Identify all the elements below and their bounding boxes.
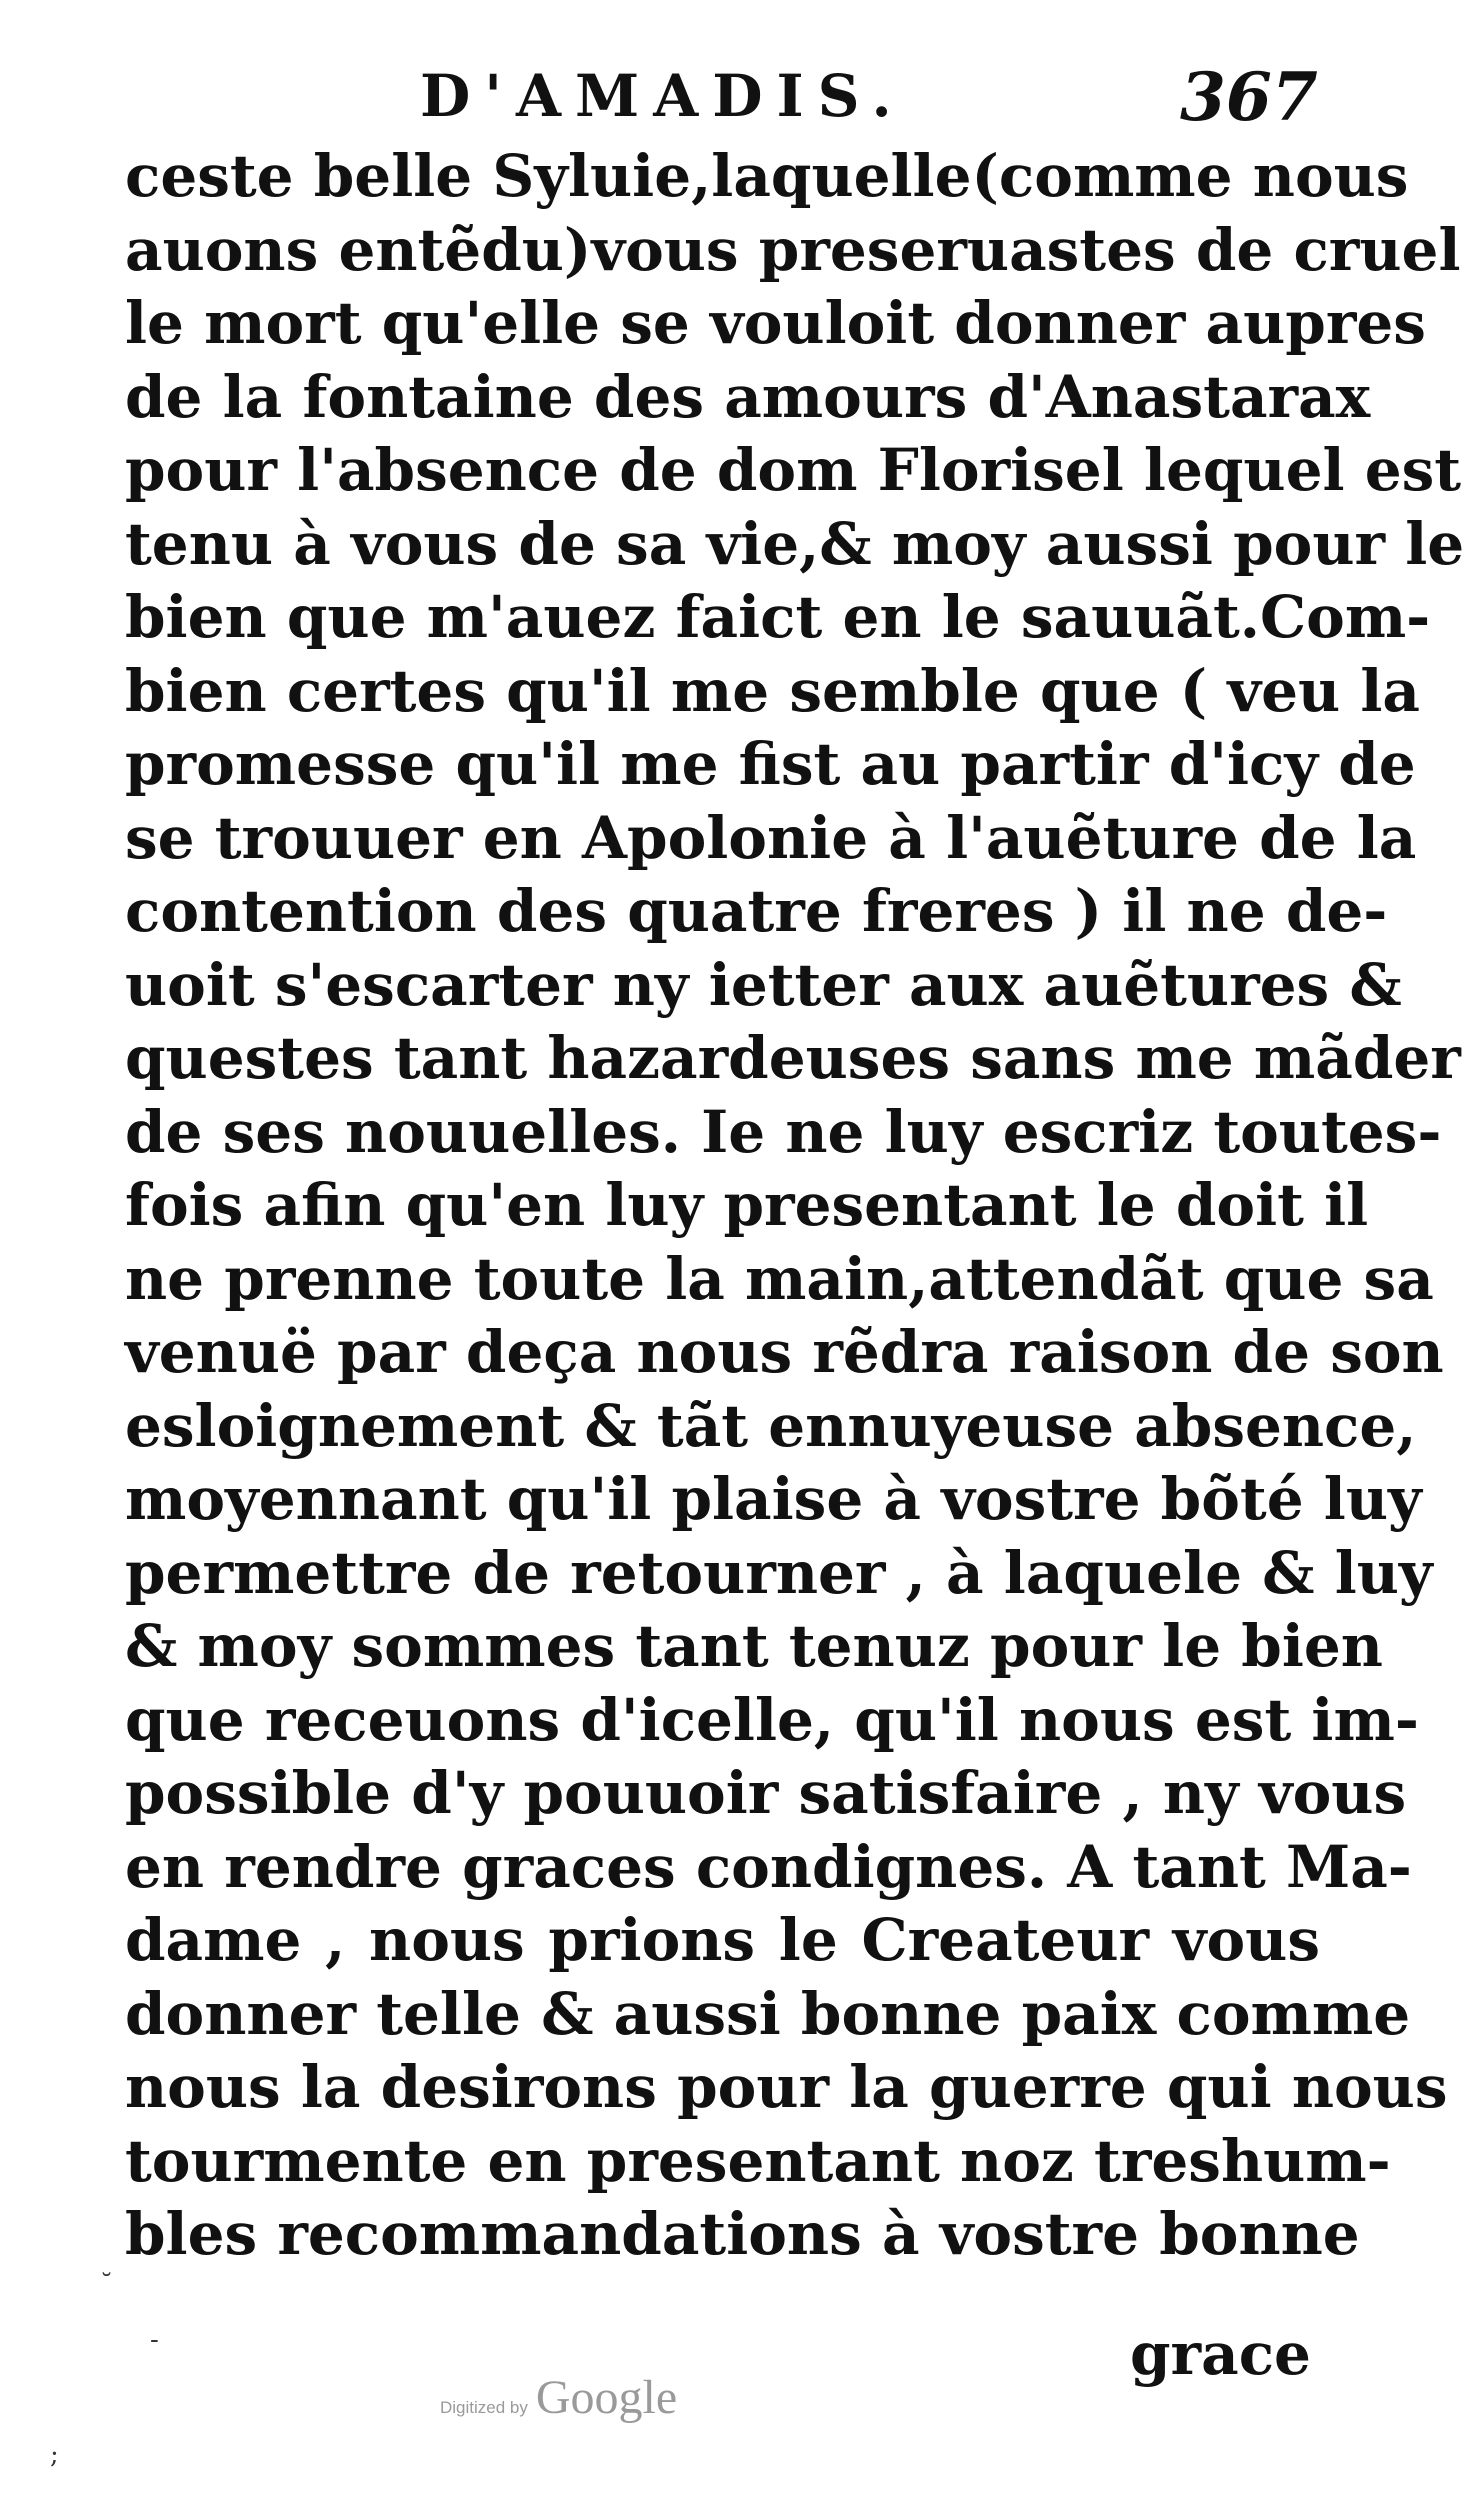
text-line: le mort qu'elle se vouloit donner aupres xyxy=(125,289,1426,357)
catchword: grace xyxy=(1130,2320,1311,2388)
text-line: & moy sommes tant tenuz pour le bien xyxy=(125,1612,1383,1680)
digitized-by-google-watermark xyxy=(440,2370,677,2425)
body-text xyxy=(125,140,1464,2272)
google-logo: Google xyxy=(535,2371,678,2424)
text-line: ne prenne toute la main,attendãt que sa xyxy=(125,1244,1434,1313)
text-line: uoit s'escarter ny ietter aux auẽtures & xyxy=(125,950,1402,1019)
text-line: bien que m'auez faict en le sauuãt.Com- xyxy=(125,583,1431,651)
text-line: possible d'y pouuoir satisfaire , ny vous xyxy=(125,1759,1407,1827)
text-line: esloignement & tãt ennuyeuse absence, xyxy=(125,1391,1417,1460)
text-line: pour l'absence de dom Florisel lequel est xyxy=(125,436,1462,504)
text-line: permettre de retourner , à laquele & luy xyxy=(125,1538,1433,1607)
text-line: de la fontaine des amours d'Anastarax xyxy=(125,362,1371,431)
text-line: dame , nous prions le Createur vous xyxy=(125,1906,1320,1974)
text-line: auons entẽdu)vous preseruastes de cruel xyxy=(125,215,1461,284)
text-line: moyennant qu'il plaise à vostre bõté luy xyxy=(125,1465,1422,1533)
page-number: 367 xyxy=(1180,58,1318,136)
text-line: bles recommandations à vostre bonne xyxy=(125,2200,1360,2268)
text-line: que receuons d'icelle, qu'il nous est im- xyxy=(125,1685,1419,1754)
text-line: bien certes qu'il me semble que ( veu la xyxy=(125,656,1421,725)
text-line: ceste belle Syluie,laquelle(comme nous xyxy=(125,142,1409,210)
text-line: fois afin qu'en luy presentant le doit il xyxy=(125,1171,1369,1239)
text-line: nous la desirons pour la guerre qui nous xyxy=(125,2053,1448,2121)
text-line: tourmente en presentant noz treshum- xyxy=(125,2126,1391,2195)
watermark-label: Digitized by xyxy=(440,2398,528,2417)
text-line: de ses nouuelles. Ie ne luy escriz toutes- xyxy=(125,1097,1442,1166)
ink-speck: - xyxy=(150,2325,159,2355)
text-line: venuë par deça nous rẽdra raison de son xyxy=(125,1318,1444,1386)
ink-speck: ; xyxy=(50,2440,59,2470)
text-line: promesse qu'il me fist au partir d'icy de xyxy=(125,730,1416,798)
text-line: en rendre graces condignes. A tant Ma- xyxy=(125,1832,1412,1901)
text-line: questes tant hazardeuses sans me mãder xyxy=(125,1024,1461,1092)
text-line: contention des quatre freres ) il ne de- xyxy=(125,877,1388,945)
text-line: tenu à vous de sa vie,& moy aussi pour le xyxy=(125,509,1464,578)
ink-speck: ˘ xyxy=(100,2270,113,2300)
running-head: D'AMADIS. xyxy=(420,62,906,130)
text-line: donner telle & aussi bonne paix comme xyxy=(125,1979,1411,2048)
text-line: se trouuer en Apolonie à l'auẽture de la xyxy=(125,803,1417,872)
